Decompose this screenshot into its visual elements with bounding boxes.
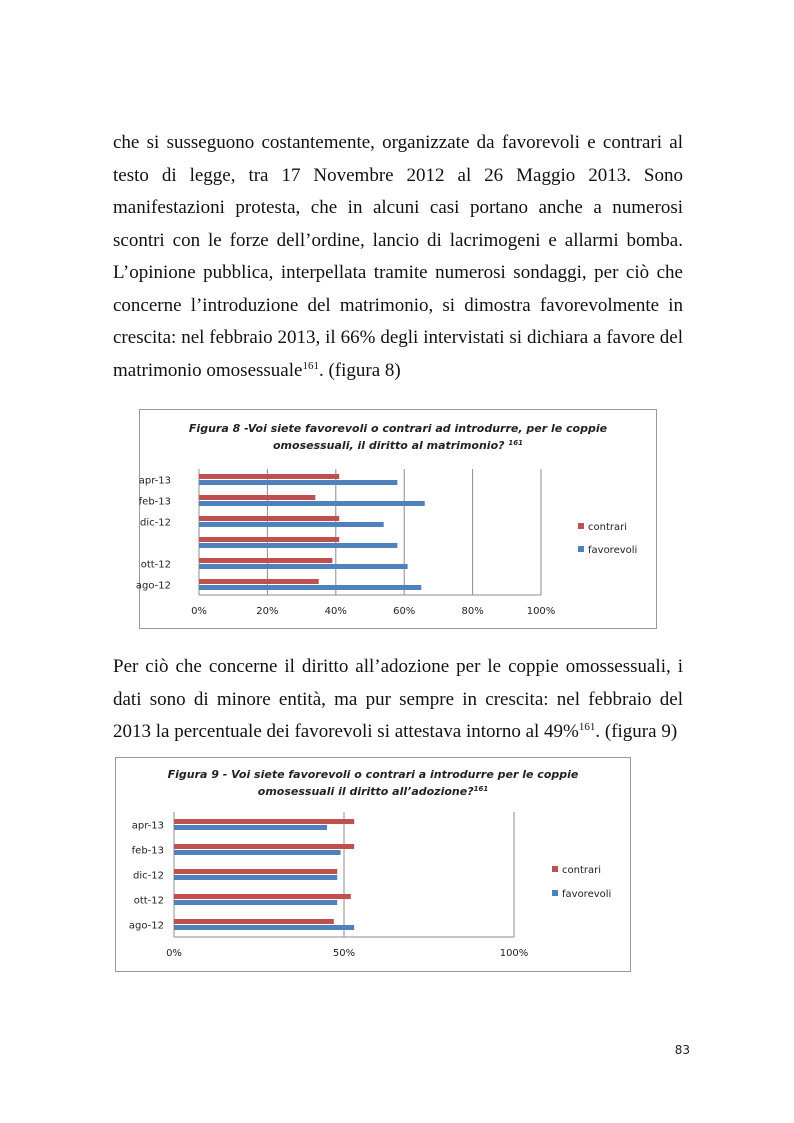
bar-contrari xyxy=(199,474,339,479)
chart-title-line-2-text: omosessuali, il diritto al matrimonio? xyxy=(273,439,505,452)
body-paragraph-2 xyxy=(113,651,683,749)
bar-contrari xyxy=(174,869,337,874)
bar-favorevoli xyxy=(199,585,421,590)
chart-title-footnote: 161 xyxy=(473,785,489,793)
legend-label: favorevoli xyxy=(562,889,612,900)
paragraph-1-text: che si susseguono costantemente, organizzate da favorevoli e contrari al testo di legge, tra 17 Novembre 2012 al 26 Maggio 2013. Sono manifestazioni protesta, che in alcuni casi portano anche a numerosi scontri con le forze dell’ordine, lancio di lacrimogeni e allarmi bomba. L’opinione pubblica, interpellata tramite numerosi sondaggi, per ciò che concerne l’introduzione del matrimonio, si dimostra favorevolmente in crescita: nel febbraio 2013, il 66% degli intervistati si dichiara a favore del matrimonio omosessuale xyxy=(113,132,683,381)
bar-favorevoli xyxy=(174,850,341,855)
bar-favorevoli xyxy=(174,875,337,880)
bar-favorevoli xyxy=(174,825,327,830)
y-category-label: dic-12 xyxy=(133,870,164,882)
chart-title-line-1: Figura 9 - Voi siete favorevoli o contrari a introdurre per le coppie xyxy=(167,768,579,781)
bar-favorevoli xyxy=(199,564,408,569)
legend-label: contrari xyxy=(562,865,602,876)
footnote-ref[interactable]: 161 xyxy=(302,359,319,372)
legend-swatch xyxy=(578,523,584,529)
x-tick-label: 60% xyxy=(393,606,416,617)
bar-contrari xyxy=(174,919,334,924)
figure-8-chart xyxy=(135,409,657,629)
x-tick-label: 0% xyxy=(166,948,182,959)
x-tick-label: 100% xyxy=(499,948,529,959)
bar-contrari xyxy=(174,894,351,899)
x-tick-label: 50% xyxy=(332,948,356,959)
x-tick-label: 40% xyxy=(324,606,347,617)
figure-9-chart xyxy=(115,757,631,972)
legend-swatch xyxy=(552,866,558,872)
y-category-label: ott-12 xyxy=(133,895,164,907)
chart-plot xyxy=(116,758,630,971)
y-category-label: feb-13 xyxy=(131,845,164,857)
page-number: 83 xyxy=(674,1043,690,1057)
bar-contrari xyxy=(174,819,354,824)
y-category-label: ago-12 xyxy=(128,920,164,932)
legend-label: contrari xyxy=(588,522,628,533)
body-paragraph-1 xyxy=(113,127,683,387)
bar-contrari xyxy=(199,495,315,500)
y-category-label: apr-13 xyxy=(138,475,171,487)
y-category-label: apr-13 xyxy=(131,820,164,832)
bar-contrari xyxy=(199,516,339,521)
y-category-label: ott-12 xyxy=(140,559,171,571)
y-category-label: dic-12 xyxy=(140,517,171,529)
paragraph-2-text: Per ciò che concerne il diritto all’adozione per le coppie omossessuali, i dati sono di minore entità, ma pur sempre in crescita: nel febbraio del 2013 la percentuale dei favorevoli si attestava intorno al 49% xyxy=(113,656,683,742)
legend-swatch xyxy=(552,890,558,896)
x-tick-label: 20% xyxy=(256,606,279,617)
legend-swatch xyxy=(578,546,584,552)
chart-title-line-2-text: omosessuali il diritto all’adozione? xyxy=(257,785,474,798)
y-category-label: feb-13 xyxy=(138,496,171,508)
bar-contrari xyxy=(199,558,332,563)
chart-plot xyxy=(135,410,656,628)
paragraph-1-tail: . (figura 8) xyxy=(318,359,401,381)
bar-favorevoli xyxy=(174,900,337,905)
bar-contrari xyxy=(174,844,354,849)
bar-contrari xyxy=(199,579,319,584)
chart-title-footnote: 161 xyxy=(508,439,523,447)
bar-favorevoli xyxy=(199,543,397,548)
x-tick-label: 80% xyxy=(461,606,484,617)
x-tick-label: 100% xyxy=(526,606,556,617)
footnote-ref[interactable]: 161 xyxy=(578,721,596,733)
bar-favorevoli xyxy=(199,522,384,527)
legend-label: favorevoli xyxy=(588,545,638,556)
paragraph-2-tail: . (figura 9) xyxy=(595,721,678,742)
x-tick-label: 0% xyxy=(191,606,207,617)
bar-contrari xyxy=(199,537,339,542)
chart-title-line-1: Figura 8 -Voi siete favorevoli o contrari ad introdurre, per le coppie xyxy=(188,422,608,435)
bar-favorevoli xyxy=(199,480,397,485)
bar-favorevoli xyxy=(174,925,354,930)
bar-favorevoli xyxy=(199,501,425,506)
y-category-label: ago-12 xyxy=(135,580,171,592)
